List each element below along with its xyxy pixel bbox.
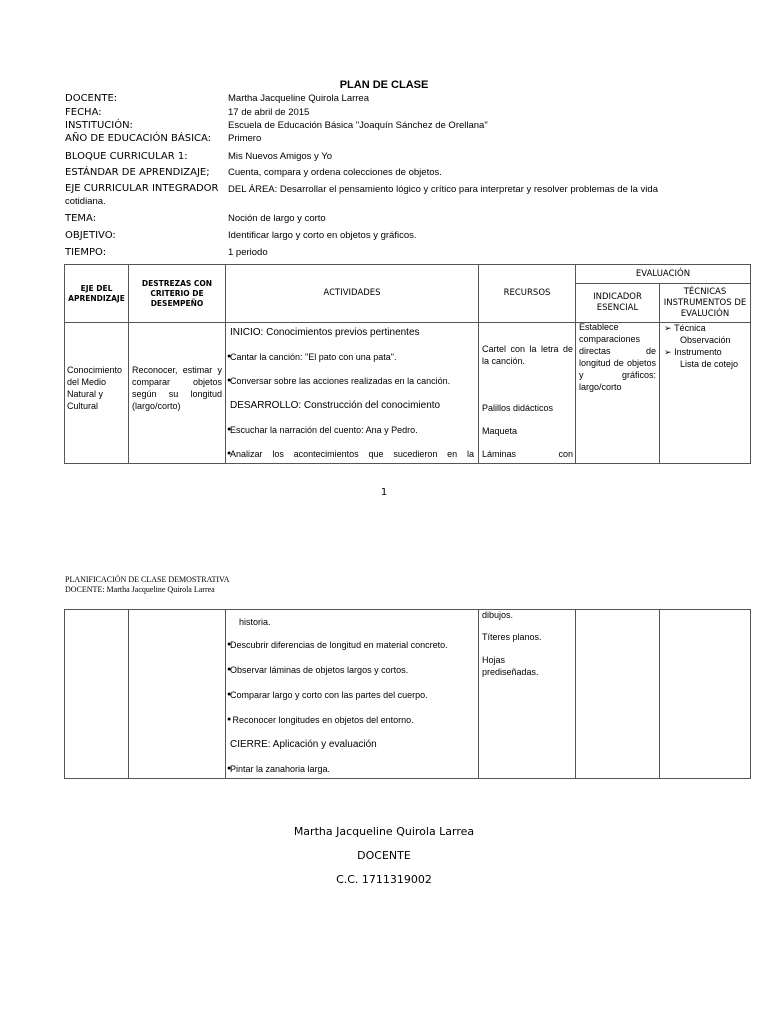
bullet-icon: ●: [227, 450, 232, 457]
field-label-bloque: BLOQUE CURRICULAR 1:: [65, 151, 188, 162]
activity-item: ● Observar láminas de objetos largos y cortos.: [227, 665, 409, 675]
tecnica-item: Lista de cotejo: [680, 359, 739, 369]
cell-actividades: [226, 323, 479, 464]
field-value-objetivo: Identificar largo y corto en objetos y gráficos.: [228, 230, 417, 241]
cell-eje: [65, 323, 129, 464]
field-label-institucion: INSTITUCIÓN:: [65, 120, 133, 131]
field-value-estandar: Cuenta, compara y ordena colecciones de objetos.: [228, 167, 442, 178]
page2-header-title: PLANIFICACIÓN DE CLASE DEMOSTRATIVA: [65, 575, 230, 584]
arrow-bullet-icon: ➢: [664, 347, 672, 357]
field-label-docente: DOCENTE:: [65, 93, 118, 104]
signature-name: Martha Jacqueline Quirola Larrea: [293, 825, 475, 838]
page-title: PLAN DE CLASE: [339, 79, 429, 91]
page-number: 1: [380, 487, 388, 498]
bullet-icon: ●: [227, 765, 232, 772]
field-label-estandar: ESTÁNDAR DE APRENDIZAJE;: [65, 167, 210, 178]
field-label-fecha: FECHA:: [65, 107, 102, 118]
activity-item: historia.: [239, 617, 271, 627]
field-value-fecha: 17 de abril de 2015: [228, 107, 310, 118]
header-evaluacion: EVALUACIÓN: [576, 265, 751, 284]
field-label-objetivo: OBJETIVO:: [65, 230, 116, 241]
cell-indicador-cont: [576, 610, 660, 779]
resource-item: Títeres planos.: [482, 632, 542, 642]
bullet-icon: ●: [227, 691, 232, 698]
cell-recursos: [479, 323, 576, 464]
signature-id: C.C. 1711319002: [336, 873, 432, 886]
arrow-bullet-icon: ➢: [664, 323, 672, 333]
field-value-tiempo: 1 periodo: [228, 247, 268, 258]
field-value-tema: Noción de largo y corto: [228, 213, 326, 224]
bullet-icon: ●: [227, 377, 232, 384]
tecnica-item: ➢ Instrumento: [664, 347, 722, 357]
field-value-anio: Primero: [228, 133, 262, 144]
activity-heading: DESARROLLO: Construcción del conocimiento: [230, 400, 441, 411]
resource-item: Maqueta: [482, 426, 518, 436]
resource-item: Cartel con la letra de la canción.: [482, 344, 573, 366]
bullet-icon: ●: [227, 666, 232, 673]
cell-actividades-cont: [226, 610, 479, 779]
plan-table-page1: [64, 264, 751, 464]
activity-heading: CIERRE: Aplicación y evaluación: [230, 739, 377, 750]
header-indicador: INDICADOR ESENCIAL: [576, 284, 660, 323]
header-actividades: ACTIVIDADES: [226, 265, 479, 323]
resource-item: Láminas con: [482, 449, 573, 459]
cell-recursos-cont: [479, 610, 576, 779]
bullet-icon: ●: [227, 426, 232, 433]
activity-heading: INICIO: Conocimientos previos pertinentes: [230, 327, 420, 338]
field-value-institucion: Escuela de Educación Básica "Joaquín Sánchez de Orellana": [228, 120, 488, 131]
activity-item: ● Reconocer longitudes en objetos del entorno.: [227, 715, 414, 725]
cell-tecnicas: [660, 323, 751, 464]
tecnica-item: ➢ Técnica: [664, 323, 706, 333]
cell-indicador: [576, 323, 660, 464]
bullet-icon: ●: [227, 716, 232, 723]
page2-header-docente: DOCENTE: Martha Jacqueline Quirola Larrea: [65, 585, 215, 594]
indicador-text: Establece comparaciones directas de longitud de objetos y gráficos: largo/corto: [579, 322, 656, 392]
field-value-docente: Martha Jacqueline Quirola Larrea: [228, 93, 369, 104]
signature-role: DOCENTE: [357, 849, 411, 862]
activity-item: ● Analizar los acontecimientos que sucedieron en la: [227, 449, 474, 459]
cell-destrezas-cont: [129, 610, 226, 779]
resource-item: dibujos.: [482, 610, 514, 620]
field-label-eje: EJE CURRICULAR INTEGRADOR: [65, 183, 219, 194]
activity-item: ● Comparar largo y corto con las partes del cuerpo.: [227, 690, 428, 700]
tecnica-item: Observación: [680, 335, 731, 345]
resource-item: Hojas prediseñadas.: [482, 655, 539, 677]
activity-item: ● Escuchar la narración del cuento: Ana y Pedro.: [227, 425, 418, 435]
header-destrezas: DESTREZAS CON CRITERIO DE DESEMPEÑO: [129, 265, 226, 323]
plan-table-page2: [64, 609, 751, 779]
bullet-icon: ●: [227, 641, 232, 648]
cell-eje-cont: [65, 610, 129, 779]
field-label-tema: TEMA:: [65, 213, 97, 224]
field-value-eje-continuation: cotidiana.: [65, 196, 106, 207]
activity-item: ● Descubrir diferencias de longitud en material concreto.: [227, 640, 448, 650]
bullet-icon: ●: [227, 353, 232, 360]
header-recursos: RECURSOS: [479, 265, 576, 323]
destrezas-text: Reconocer, estimar y comparar objetos según su longitud (largo/corto): [132, 365, 222, 411]
header-eje: EJE DEL APRENDIZAJE: [65, 265, 129, 323]
resource-item: Palillos didácticos: [482, 403, 554, 413]
cell-tecnicas-cont: [660, 610, 751, 779]
field-value-bloque: Mis Nuevos Amigos y Yo: [228, 151, 333, 162]
cell-destrezas: [129, 323, 226, 464]
header-tecnicas: TÉCNICAS INSTRUMENTOS DE EVALUCIÓN: [660, 284, 751, 323]
eje-text: Conocimiento del Medio Natural y Cultural: [67, 365, 123, 411]
activity-item: ● Cantar la canción: "El pato con una pata".: [227, 352, 397, 362]
activity-item: ● Conversar sobre las acciones realizadas en la canción.: [227, 376, 451, 386]
field-label-tiempo: TIEMPO:: [65, 247, 107, 258]
activity-item: ● Pintar la zanahoria larga.: [227, 764, 331, 774]
field-value-eje: DEL ÁREA: Desarrollar el pensamiento lógico y crítico para interpretar y resolver problemas de la vida: [228, 184, 658, 195]
field-label-anio: AÑO DE EDUCACIÓN BÁSICA:: [65, 133, 212, 144]
